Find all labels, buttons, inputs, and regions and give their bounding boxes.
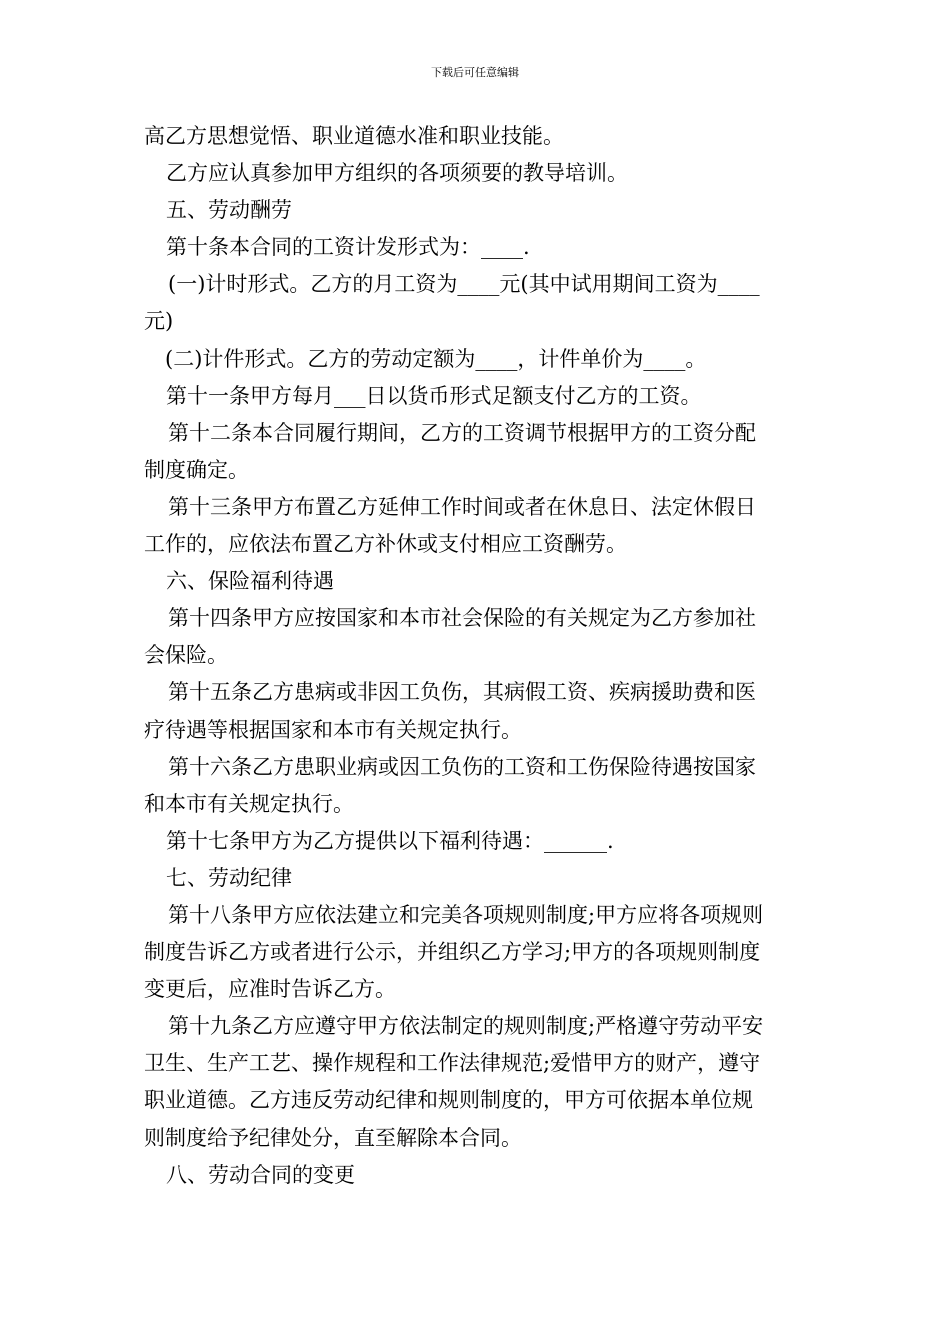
page-header: 下载后可任意编辑 [431, 66, 519, 79]
text-line: 则制度给予纪律处分，直至解除本合同。 [144, 1125, 522, 1150]
text-line: 第十六条乙方患职业病或因工负伤的工资和工伤保险待遇按国家 [168, 754, 756, 779]
text-line: 七、劳动纪律 [166, 865, 292, 890]
text-line: (一)计时形式。乙方的月工资为____元(其中试用期间工资为____ [168, 272, 760, 297]
text-line: 工作的，应依法布置乙方补休或支付相应工资酬劳。 [144, 532, 627, 557]
text-line: 第十条本合同的工资计发形式为：____. [166, 235, 530, 260]
text-line: 第十五条乙方患病或非因工负伤，其病假工资、疾病援助费和医 [168, 680, 756, 705]
text-line: 高乙方思想觉悟、职业道德水准和职业技能。 [144, 124, 564, 148]
text-line: 职业道德。乙方违反劳动纪律和规则制度的，甲方可依据本单位规 [144, 1088, 753, 1113]
document-body [144, 118, 806, 1194]
text-line: 八、劳动合同的变更 [166, 1162, 355, 1187]
text-line: 和本市有关规定执行。 [144, 791, 354, 816]
text-line: 五、劳动酬劳 [166, 198, 292, 223]
text-line: 第十九条乙方应遵守甲方依法制定的规则制度;严格遵守劳动平安 [168, 1014, 764, 1039]
text-line: 六、保险福利待遇 [166, 569, 334, 594]
text-line: 第十一条甲方每月___日以货币形式足额支付乙方的工资。 [166, 383, 702, 408]
text-line: 第十四条甲方应按国家和本市社会保险的有关规定为乙方参加社 [168, 606, 756, 631]
text-line: 变更后，应准时告诉乙方。 [144, 977, 396, 1002]
text-line: 疗待遇等根据国家和本市有关规定执行。 [144, 717, 522, 742]
text-line: 第十二条本合同履行期间，乙方的工资调节根据甲方的工资分配 [168, 420, 756, 445]
text-line: 元) [144, 309, 174, 334]
text-line: 第十三条甲方布置乙方延伸工作时间或者在休息日、法定休假日 [168, 494, 756, 519]
text-line: 会保险。 [144, 643, 228, 668]
text-line: 卫生、生产工艺、操作规程和工作法律规范;爱惜甲方的财产，遵守 [144, 1051, 761, 1076]
text-line: 乙方应认真参加甲方组织的各项须要的教导培训。 [166, 161, 628, 186]
text-line: 第十八条甲方应依法建立和完美各项规则制度;甲方应将各项规则 [168, 902, 764, 927]
text-line: (二)计件形式。乙方的劳动定额为____，计件单价为____。 [165, 346, 707, 371]
text-line: 制度确定。 [144, 457, 249, 482]
text-line: 制度告诉乙方或者进行公示，并组织乙方学习;甲方的各项规则制度 [144, 940, 761, 965]
text-line: 第十七条甲方为乙方提供以下福利待遇：______. [166, 828, 614, 853]
